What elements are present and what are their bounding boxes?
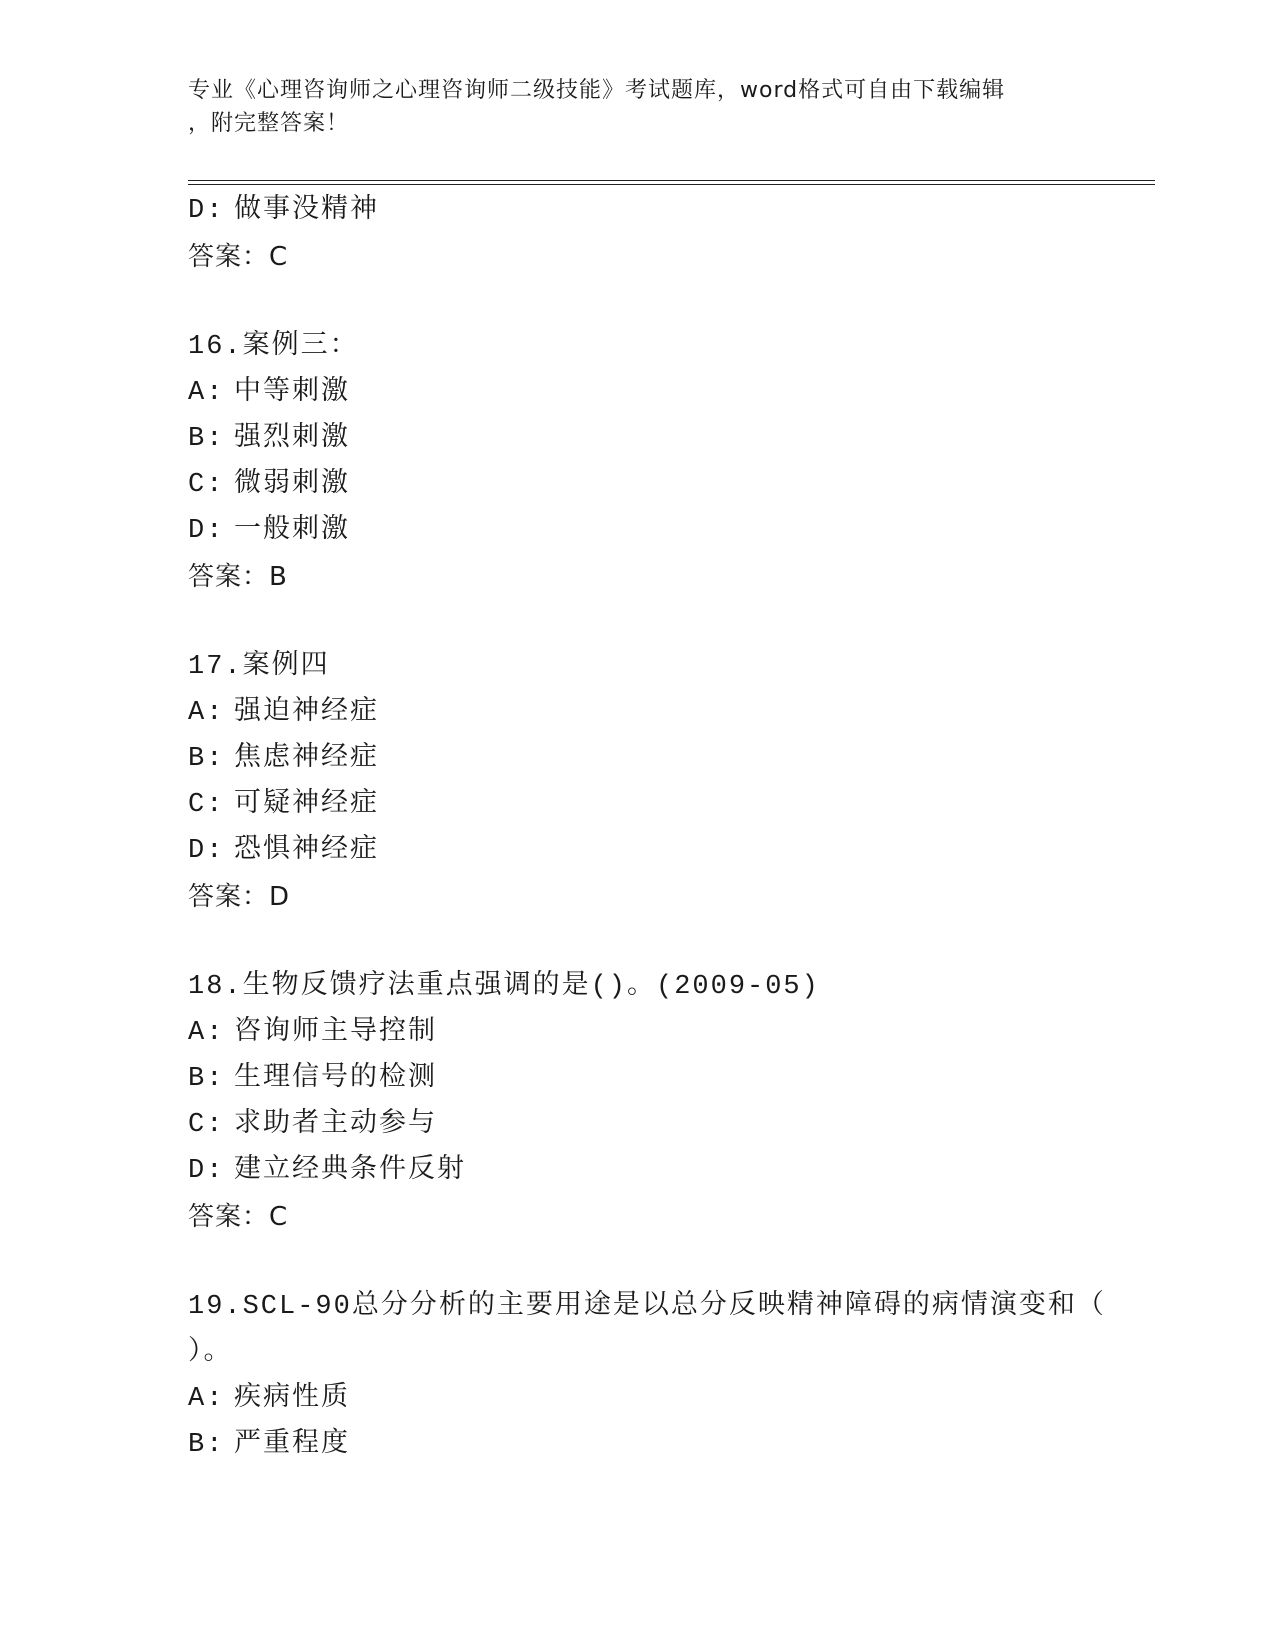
option-key: C: (188, 470, 225, 500)
option-key: D: (188, 516, 225, 546)
option-text: 疾病性质 (234, 1384, 350, 1414)
option-text: 恐惧神经症 (234, 836, 379, 866)
spacer (188, 600, 1138, 644)
answer-line: 答案：B (188, 562, 288, 592)
option-b (188, 416, 1138, 462)
option-a (188, 690, 1138, 736)
option-text: 中等刺激 (234, 378, 350, 408)
question-stem: 16.案例三： (188, 332, 359, 362)
option-text: 做事没精神 (234, 196, 379, 226)
option-a (188, 1010, 1138, 1056)
option-key: B: (188, 1064, 225, 1094)
option-d (188, 508, 1138, 554)
option-a (188, 370, 1138, 416)
document-header (188, 74, 1088, 140)
question-stem: 18.生物反馈疗法重点强调的是()。(2009-05) (188, 972, 820, 1002)
answer-line: 答案：C (188, 1202, 289, 1232)
question-list (188, 188, 1138, 1468)
option-text: 建立经典条件反射 (234, 1156, 466, 1186)
option-key: A: (188, 1384, 225, 1414)
option-text: 一般刺激 (234, 516, 350, 546)
option-key: D: (188, 1156, 225, 1186)
option-text: 强迫神经症 (234, 698, 379, 728)
option-text: 微弱刺激 (234, 470, 350, 500)
option-text: 咨询师主导控制 (234, 1018, 437, 1048)
spacer (188, 920, 1138, 964)
option-d (188, 1148, 1138, 1194)
spacer (188, 1240, 1138, 1284)
option-text: 求助者主动参与 (234, 1110, 437, 1140)
option-b (188, 736, 1138, 782)
option-text: 强烈刺激 (234, 424, 350, 454)
option-text: 焦虑神经症 (234, 744, 379, 774)
answer-line: 答案：C (188, 242, 289, 272)
option-a (188, 1376, 1138, 1422)
option-text: 可疑神经症 (234, 790, 379, 820)
option-key: B: (188, 424, 225, 454)
option-c (188, 782, 1138, 828)
option-key: B: (188, 1430, 225, 1460)
option-key: A: (188, 1018, 225, 1048)
option-b (188, 1422, 1138, 1468)
header-divider-bottom (188, 184, 1155, 185)
option-key: A: (188, 378, 225, 408)
answer-line: 答案：D (188, 882, 291, 912)
question-stem-continued: ）。 (188, 1338, 233, 1368)
option-b (188, 1056, 1138, 1102)
option-key: A: (188, 698, 225, 728)
header-title-line-1: 专业《心理咨询师之心理咨询师二级技能》考试题库，word格式可自由下载编辑 (188, 78, 1006, 103)
header-title-line-2: ，附完整答案！ (188, 111, 350, 136)
spacer (188, 280, 1138, 324)
option-key: C: (188, 790, 225, 820)
option-c (188, 462, 1138, 508)
option-key: D: (188, 836, 225, 866)
option-d (188, 828, 1138, 874)
option-text: 严重程度 (234, 1430, 350, 1460)
option-key: C: (188, 1110, 225, 1140)
option-c (188, 1102, 1138, 1148)
option-key: B: (188, 744, 225, 774)
header-divider-top (188, 180, 1155, 181)
option-text: 生理信号的检测 (234, 1064, 437, 1094)
question-stem: 17.案例四 (188, 652, 330, 682)
option-d (188, 188, 1138, 234)
option-key: D: (188, 196, 225, 226)
question-stem: 19.SCL-90总分分析的主要用途是以总分反映精神障碍的病情演变和（ (188, 1292, 1106, 1322)
